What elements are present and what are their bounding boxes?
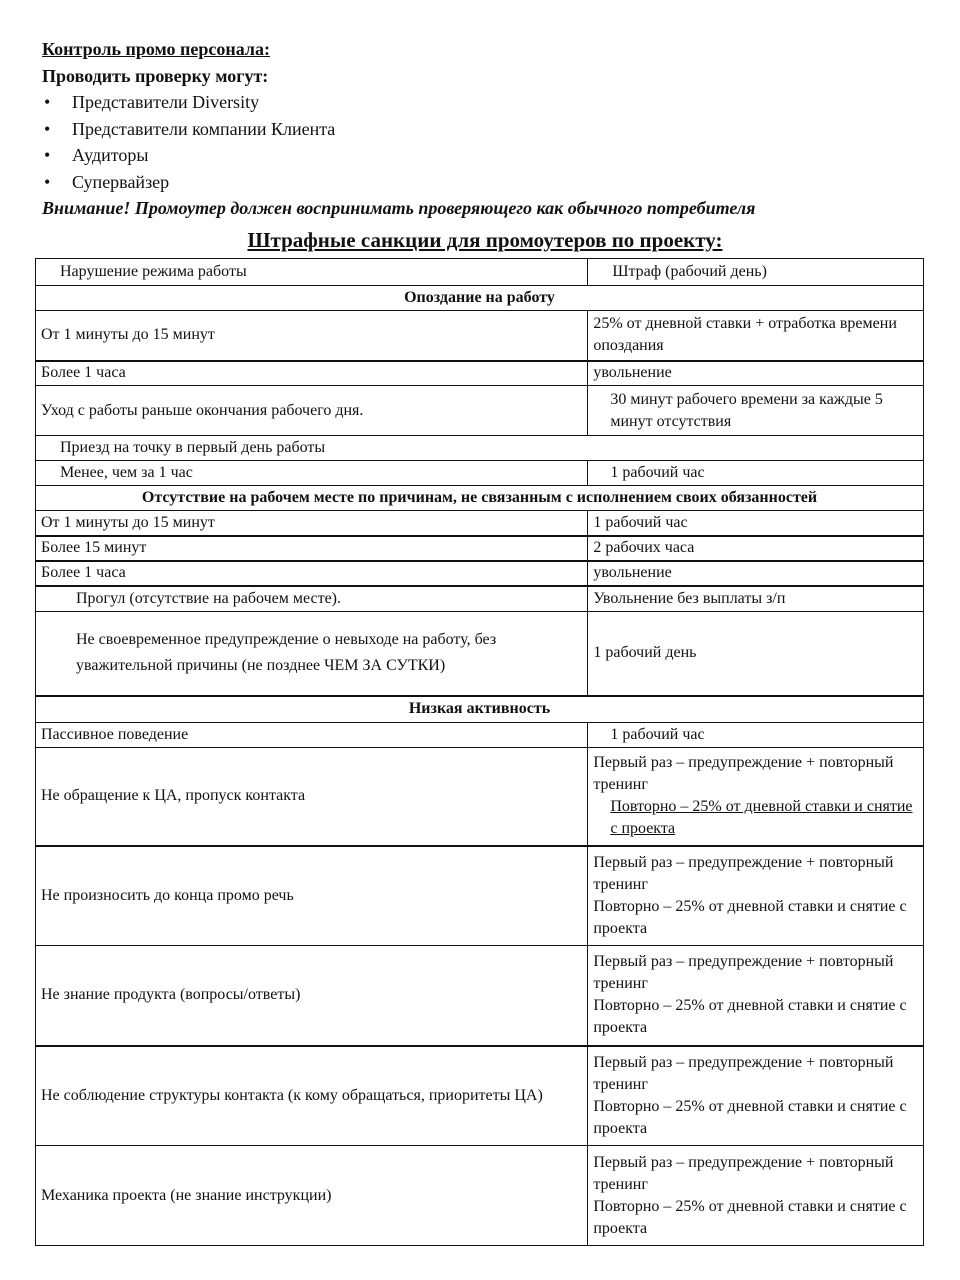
table-header-row <box>36 259 924 286</box>
table-row: Приезд на точку в первый день работы <box>36 436 924 461</box>
table-row: Не обращение к ЦА, пропуск контакта Первый раз – предупреждение + повторный тренинг Повторно – 25% от дневной ставки и снятие с проекта <box>36 748 924 846</box>
list-item: • Аудиторы <box>42 142 942 169</box>
table-title: Штрафные санкции для промоутеров по проекту: <box>247 228 723 252</box>
bullet-icon: • <box>44 145 51 165</box>
list-item: • Супервайзер <box>42 169 942 196</box>
table-row: Менее, чем за 1 час 1 рабочий час <box>36 461 924 486</box>
bullet-icon: • <box>44 92 51 112</box>
table-row: От 1 минуты до 15 минут 25% от дневной ставки + отработка времени опоздания <box>36 311 924 361</box>
table-row: Не своевременное предупреждение о невыходе на работу, без уважительной причины (не позднее ЧЕМ ЗА СУТКИ) 1 рабочий день <box>36 612 924 696</box>
table-row: От 1 минуты до 15 минут 1 рабочий час <box>36 511 924 536</box>
table-row: Более 1 часа увольнение <box>36 561 924 586</box>
table-row: Уход с работы раньше окончания рабочего дня. 30 минут рабочего времени за каждые 5 минут отсутствия <box>36 386 924 436</box>
table-row: Механика проекта (не знание инструкции) Первый раз – предупреждение + повторный тренинг Повторно – 25% от дневной ставки и снятие с проекта <box>36 1146 924 1246</box>
intro-block <box>42 36 942 222</box>
section-title: Низкая активность <box>36 696 924 723</box>
warning-note: Внимание! Промоутер должен воспринимать проверяющего как обычного потребителя <box>42 198 756 218</box>
heading: Контроль промо персонала: <box>42 39 271 59</box>
bullet-icon: • <box>44 118 51 139</box>
header-violation: Нарушение режима работы <box>36 259 588 286</box>
table-row: Прогул (отсутствие на рабочем месте). Увольнение без выплаты з/п <box>36 586 924 612</box>
section-title: Отсутствие на рабочем месте по причинам, не связанным с исполнением своих обязанностей <box>36 486 924 511</box>
list-item: • Представители компании Клиента <box>42 116 942 143</box>
table-row: Не произносить до конца промо речь Первый раз – предупреждение + повторный тренинг Повторно – 25% от дневной ставки и снятие с проекта <box>36 846 924 946</box>
header-penalty: Штраф (рабочий день) <box>588 259 924 286</box>
table-row: Не соблюдение структуры контакта (к кому обращаться, приоритеты ЦА) Первый раз – предупреждение + повторный тренинг Повторно – 25% от дневной ставки и снятие с проекта <box>36 1046 924 1146</box>
subheading: Проводить проверку могут: <box>42 65 269 86</box>
table-row: Более 15 минут 2 рабочих часа <box>36 536 924 561</box>
table-row: Более 1 часа увольнение <box>36 361 924 386</box>
bullet-icon: • <box>44 171 51 192</box>
table-row: Не знание продукта (вопросы/ответы) Первый раз – предупреждение + повторный тренинг Повторно – 25% от дневной ставки и снятие с проекта <box>36 946 924 1046</box>
penalties-table <box>35 258 924 1246</box>
section-title: Опоздание на работу <box>36 286 924 311</box>
table-row: Пассивное поведение 1 рабочий час <box>36 723 924 748</box>
list-item: • Представители Diversity <box>42 89 942 116</box>
